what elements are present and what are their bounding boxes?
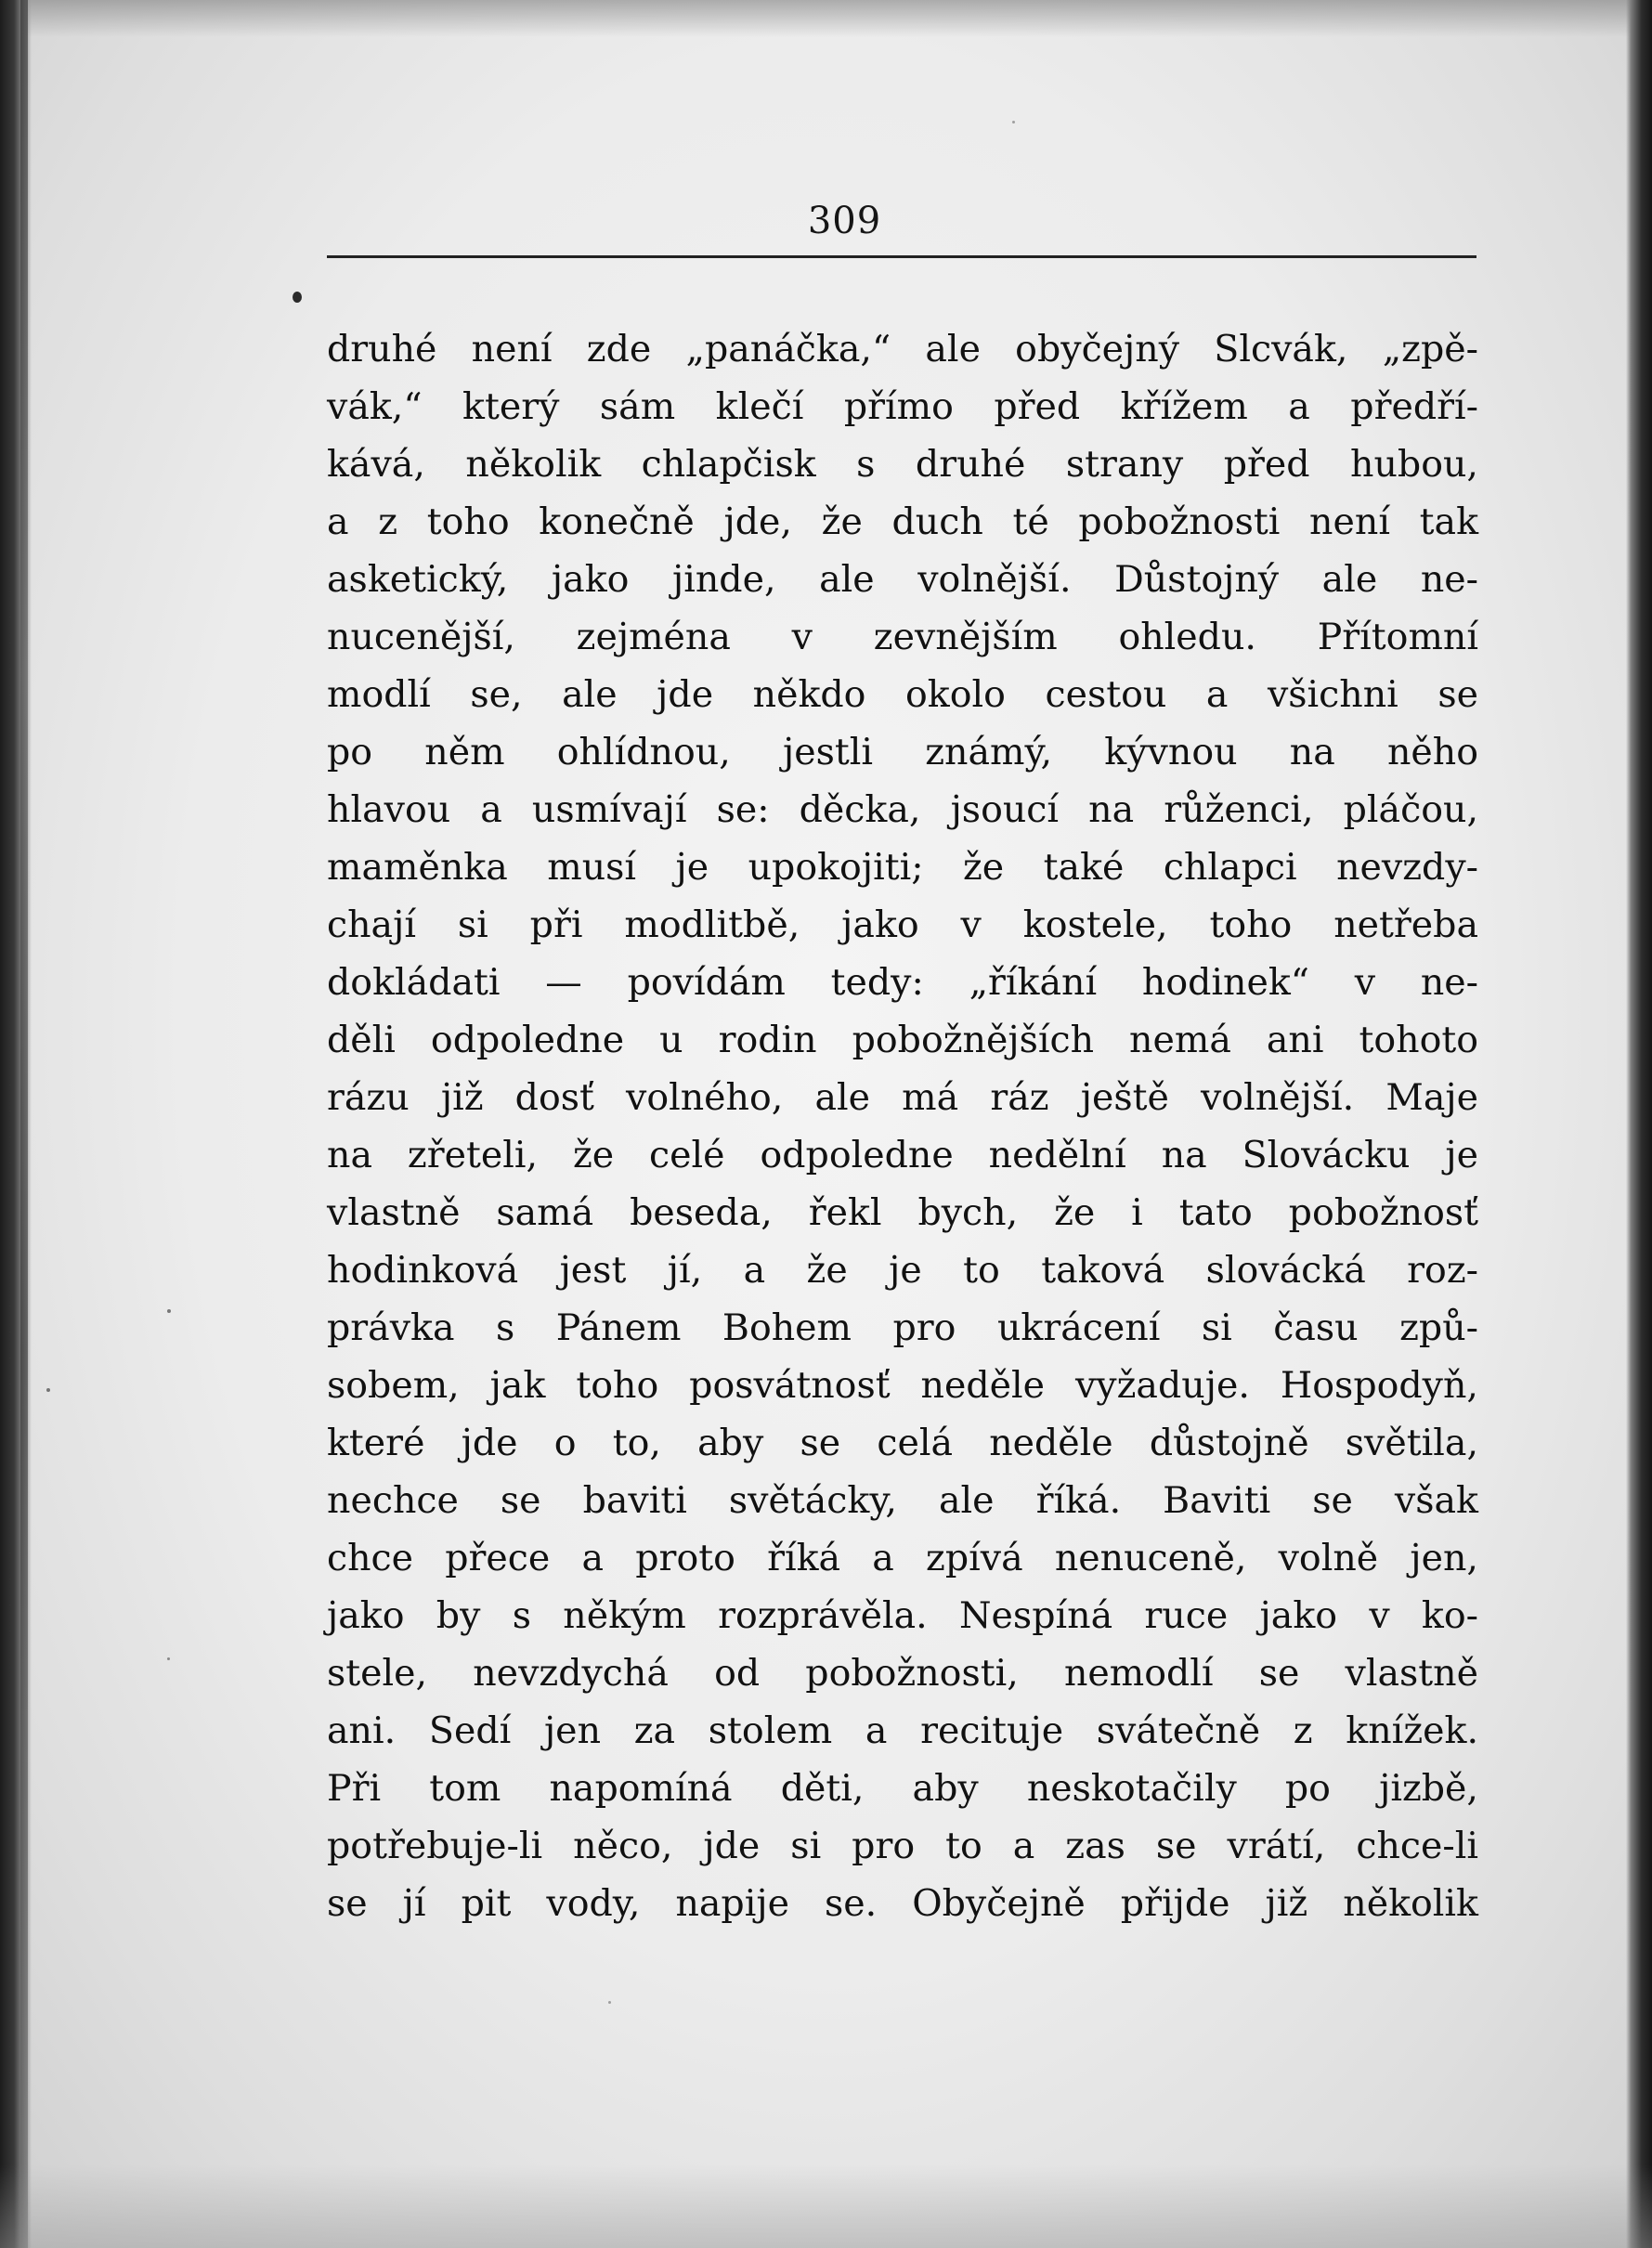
text-line: hlavou a usmívají se: děcka, jsoucí na růženci, pláčou, — [327, 788, 1478, 831]
text-line: chce přece a proto říká a zpívá nenuceně, volně jen, — [327, 1537, 1478, 1579]
text-line: Při tom napomíná děti, aby neskotačily po jizbě, — [327, 1767, 1478, 1810]
text-line: hodinková jest jí, a že je to taková slovácká roz- — [327, 1249, 1478, 1292]
text-line: se jí pit vody, napije se. Obyčejně přijde již několik — [327, 1882, 1478, 1925]
text-line: maměnka musí je upokojiti; že také chlapci nevzdy- — [327, 846, 1478, 889]
text-line: právka s Pánem Bohem pro ukrácení si času způ- — [327, 1306, 1478, 1349]
ink-speck — [1012, 121, 1015, 123]
page-left-border — [0, 0, 32, 2248]
text-line: vák,“ který sám klečí přímo před křížem a předří- — [327, 385, 1478, 428]
text-line: rázu již dosť volného, ale má ráz ještě volnější. Maje — [327, 1076, 1478, 1119]
text-line: jako by s někým rozprávěla. Nespíná ruce jako v ko- — [327, 1594, 1478, 1637]
text-line: nechce se baviti světácky, ale říká. Baviti se však — [327, 1479, 1478, 1522]
text-line: druhé není zde „panáčka,“ ale obyčejný Slcvák, „zpě- — [327, 328, 1478, 370]
ink-speck — [167, 1309, 171, 1313]
text-line: na zřeteli, že celé odpoledne nedělní na Slovácku je — [327, 1134, 1478, 1176]
body-text — [327, 320, 1478, 1932]
text-line: které jde o to, aby se celá neděle důstojně světila, — [327, 1422, 1478, 1464]
page-top-shadow — [0, 0, 1652, 37]
page-left-border-inner — [20, 0, 28, 2248]
text-line: a z toho konečně jde, že duch té pobožnosti není tak — [327, 500, 1478, 543]
page-bottom-shadow — [0, 2164, 1652, 2248]
text-line: stele, nevzdychá od pobožnosti, nemodlí se vlastně — [327, 1652, 1478, 1695]
text-line: po něm ohlídnou, jestli známý, kývnou na něho — [327, 731, 1478, 773]
page-right-border — [1626, 0, 1652, 2248]
text-line: modlí se, ale jde někdo okolo cestou a všichni se — [327, 673, 1478, 716]
text-line: vlastně samá beseda, řekl bych, že i tato pobožnosť — [327, 1191, 1478, 1234]
page-number — [0, 200, 1652, 242]
text-line: děli odpoledne u rodin pobožnějších nemá ani tohoto — [327, 1019, 1478, 1061]
text-line: chají si při modlitbě, jako v kostele, toho netřeba — [327, 903, 1478, 946]
text-line: dokládati — povídám tedy: „říkání hodinek“ v ne- — [327, 961, 1478, 1004]
text-line: ani. Sedí jen za stolem a recituje svátečně z knížek. — [327, 1709, 1478, 1752]
text-line: nucenější, zejména v zevnějším ohledu. Přítomní — [327, 616, 1478, 658]
text-line: sobem, jak toho posvátnosť neděle vyžaduje. Hospodyň, — [327, 1364, 1478, 1407]
header-rule — [327, 255, 1476, 258]
ink-speck — [293, 292, 302, 303]
ink-speck — [608, 2001, 611, 2004]
text-line: asketický, jako jinde, ale volnější. Důstojný ale ne- — [327, 558, 1478, 601]
page-number-text: 309 — [807, 200, 882, 242]
text-line: kává, několik chlapčisk s druhé strany před hubou, — [327, 443, 1478, 486]
text-line: potřebuje-li něco, jde si pro to a zas se vrátí, chce-li — [327, 1825, 1478, 1867]
ink-speck — [46, 1388, 50, 1392]
ink-speck — [167, 1657, 170, 1660]
